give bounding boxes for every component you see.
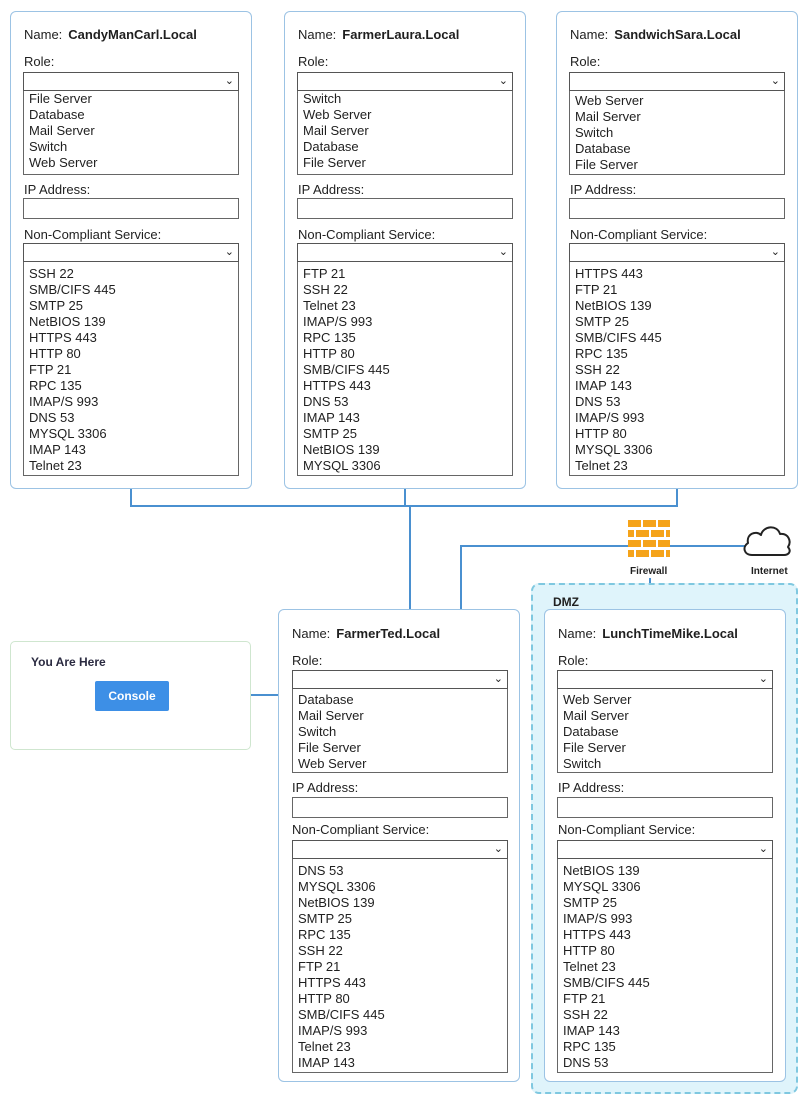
ip-address-input[interactable] (23, 198, 239, 219)
ip-address-input[interactable] (297, 198, 513, 219)
service-option[interactable]: SMTP 25 (575, 314, 629, 329)
service-option[interactable]: IMAP/S 993 (303, 314, 373, 329)
service-option[interactable]: SMTP 25 (303, 426, 357, 441)
role-options-list[interactable] (297, 91, 513, 175)
chevron-down-icon: ⌄ (493, 843, 503, 855)
role-option[interactable]: Web Server (29, 155, 98, 170)
service-option[interactable]: NetBIOS 139 (303, 442, 380, 457)
service-option[interactable]: SMTP 25 (298, 911, 352, 926)
service-option[interactable]: HTTP 80 (303, 346, 355, 361)
service-option[interactable]: IMAP 143 (29, 442, 86, 457)
role-option[interactable]: Mail Server (29, 123, 95, 138)
service-option[interactable]: Telnet 23 (563, 959, 616, 974)
service-option[interactable]: HTTP 80 (575, 426, 627, 441)
server-name-row (298, 27, 459, 42)
service-option[interactable]: HTTPS 443 (298, 975, 366, 990)
internet-label: Internet (751, 566, 788, 577)
role-option[interactable]: File Server (575, 157, 638, 172)
name-label: Name: (558, 626, 597, 641)
service-option[interactable]: SMTP 25 (563, 895, 617, 910)
wire-console (251, 694, 279, 696)
ncs-options-list[interactable] (292, 859, 508, 1073)
role-options-list[interactable] (557, 689, 773, 773)
role-select[interactable] (569, 72, 785, 91)
role-select[interactable] (297, 72, 513, 91)
dmz-label: DMZ (553, 595, 579, 609)
service-option[interactable]: DNS 53 (298, 863, 344, 878)
role-label: Role: (298, 54, 329, 69)
service-option[interactable]: SMB/CIFS 445 (29, 282, 116, 297)
role-option[interactable]: Web Server (303, 107, 372, 122)
service-option[interactable]: SSH 22 (563, 1007, 608, 1022)
service-option[interactable]: Telnet 23 (303, 298, 356, 313)
ip-address-input[interactable] (569, 198, 785, 219)
service-option[interactable]: RPC 135 (563, 1039, 616, 1054)
wire-trunk (409, 505, 411, 609)
cloud-icon (740, 521, 794, 559)
server-name-row (24, 27, 197, 42)
ip-address-input[interactable] (557, 797, 773, 818)
service-option[interactable]: SSH 22 (575, 362, 620, 377)
role-option[interactable]: Database (303, 139, 359, 154)
ip-label: IP Address: (570, 182, 637, 197)
name-label: Name: (570, 27, 609, 42)
wire-carl-drop (130, 488, 132, 506)
ncs-label: Non-Compliant Service: (570, 227, 708, 242)
you-are-here-title: You Are Here (31, 655, 106, 669)
ip-label: IP Address: (24, 182, 91, 197)
ncs-options-list[interactable] (557, 859, 773, 1073)
service-option[interactable]: FTP 21 (563, 991, 606, 1006)
service-option[interactable]: IMAP 143 (303, 410, 360, 425)
chevron-down-icon: ⌄ (758, 673, 768, 685)
ncs-select[interactable] (569, 243, 785, 262)
service-option[interactable]: Telnet 23 (29, 458, 82, 473)
role-label: Role: (292, 653, 323, 668)
role-label: Role: (570, 54, 601, 69)
ncs-options-list[interactable] (23, 262, 239, 476)
service-option[interactable]: HTTP 80 (298, 991, 350, 1006)
role-options-list[interactable] (292, 689, 508, 773)
ip-label: IP Address: (292, 780, 359, 795)
role-option[interactable]: Database (29, 107, 85, 122)
console-button[interactable]: Console (95, 681, 169, 711)
service-option[interactable]: RPC 135 (303, 330, 356, 345)
service-option[interactable]: Telnet 23 (298, 1039, 351, 1054)
service-option[interactable]: SSH 22 (29, 266, 74, 281)
service-option[interactable]: MYSQL 3306 (298, 879, 376, 894)
server-name-row (292, 626, 440, 641)
service-option[interactable]: SSH 22 (303, 282, 348, 297)
role-option[interactable]: File Server (563, 740, 626, 755)
server-name: SandwichSara.Local (614, 27, 741, 42)
wire-firewall-left (460, 545, 630, 547)
service-option[interactable]: RPC 135 (29, 378, 82, 393)
service-option[interactable]: NetBIOS 139 (29, 314, 106, 329)
role-options-list[interactable] (569, 91, 785, 175)
service-option[interactable]: DNS 53 (303, 394, 349, 409)
service-option[interactable]: RPC 135 (575, 346, 628, 361)
name-label: Name: (298, 27, 337, 42)
service-option[interactable]: RPC 135 (298, 927, 351, 942)
firewall-icon (628, 520, 670, 557)
chevron-down-icon: ⌄ (224, 75, 234, 87)
ncs-select[interactable] (297, 243, 513, 262)
service-option[interactable]: SMB/CIFS 445 (575, 330, 662, 345)
service-option[interactable]: IMAP 143 (563, 1023, 620, 1038)
service-option[interactable]: IMAP/S 993 (575, 410, 645, 425)
service-option[interactable]: HTTP 80 (29, 346, 81, 361)
name-label: Name: (292, 626, 331, 641)
service-option[interactable]: HTTP 80 (563, 943, 615, 958)
wire-laura-drop (404, 488, 406, 506)
service-option[interactable]: SMB/CIFS 445 (563, 975, 650, 990)
ncs-label: Non-Compliant Service: (292, 822, 430, 837)
service-option[interactable]: DNS 53 (563, 1055, 609, 1070)
chevron-down-icon: ⌄ (770, 246, 780, 258)
role-option[interactable]: File Server (298, 740, 361, 755)
role-option[interactable]: Mail Server (563, 708, 629, 723)
service-option[interactable]: HTTPS 443 (29, 330, 97, 345)
role-option[interactable]: File Server (303, 155, 366, 170)
role-option[interactable]: Switch (298, 724, 337, 739)
service-option[interactable]: IMAP/S 993 (563, 911, 633, 926)
service-option[interactable]: IMAP/S 993 (29, 394, 99, 409)
service-option[interactable]: MYSQL 3306 (563, 879, 641, 894)
server-name-row (558, 626, 738, 641)
wire-sara-drop (676, 488, 678, 506)
chevron-down-icon: ⌄ (498, 246, 508, 258)
role-label: Role: (24, 54, 55, 69)
ncs-select[interactable] (292, 840, 508, 859)
service-option[interactable]: MYSQL 3306 (575, 442, 653, 457)
role-option[interactable]: Web Server (298, 756, 367, 771)
service-option[interactable]: SMB/CIFS 445 (298, 1007, 385, 1022)
chevron-down-icon: ⌄ (770, 75, 780, 87)
service-option[interactable]: FTP 21 (303, 266, 346, 281)
wire-firewall-internet (669, 545, 745, 547)
name-label: Name: (24, 27, 63, 42)
ncs-select[interactable] (23, 243, 239, 262)
role-option[interactable]: File Server (29, 91, 92, 106)
ip-label: IP Address: (298, 182, 365, 197)
firewall-label: Firewall (630, 566, 668, 577)
server-name: LunchTimeMike.Local (602, 626, 738, 641)
service-option[interactable]: MYSQL 3306 (303, 458, 381, 473)
service-option[interactable]: SMTP 25 (29, 298, 83, 313)
service-option[interactable]: HTTPS 443 (563, 927, 631, 942)
chevron-down-icon: ⌄ (758, 843, 768, 855)
service-option[interactable]: HTTPS 443 (575, 266, 643, 281)
ncs-label: Non-Compliant Service: (298, 227, 436, 242)
wire-top-bus (130, 505, 678, 507)
service-option[interactable]: FTP 21 (575, 282, 618, 297)
server-name-row (570, 27, 741, 42)
service-option[interactable]: NetBIOS 139 (563, 863, 640, 878)
service-option[interactable]: DNS 53 (575, 394, 621, 409)
service-option[interactable]: NetBIOS 139 (298, 895, 375, 910)
ip-label: IP Address: (558, 780, 625, 795)
chevron-down-icon: ⌄ (498, 75, 508, 87)
role-option[interactable]: Switch (303, 91, 342, 106)
role-option[interactable]: Switch (563, 756, 602, 771)
role-select[interactable] (292, 670, 508, 689)
role-select[interactable] (557, 670, 773, 689)
wire-ted-uplink (460, 545, 462, 609)
service-option[interactable]: HTTPS 443 (303, 378, 371, 393)
ncs-label: Non-Compliant Service: (558, 822, 696, 837)
ncs-options-list[interactable] (569, 262, 785, 476)
ncs-options-list[interactable] (297, 262, 513, 476)
server-name: CandyManCarl.Local (68, 27, 197, 42)
role-option[interactable]: Switch (29, 139, 68, 154)
role-option[interactable]: Mail Server (298, 708, 364, 723)
role-options-list[interactable] (23, 91, 239, 175)
role-option[interactable]: Mail Server (575, 109, 641, 124)
service-option[interactable]: NetBIOS 139 (575, 298, 652, 313)
role-option[interactable]: Database (575, 141, 631, 156)
ncs-label: Non-Compliant Service: (24, 227, 162, 242)
role-option[interactable]: Mail Server (303, 123, 369, 138)
role-option[interactable]: Web Server (575, 93, 644, 108)
ncs-select[interactable] (557, 840, 773, 859)
service-option[interactable]: MYSQL 3306 (29, 426, 107, 441)
role-option[interactable]: Web Server (563, 692, 632, 707)
service-option[interactable]: FTP 21 (29, 362, 72, 377)
chevron-down-icon: ⌄ (493, 673, 503, 685)
service-option[interactable]: IMAP/S 993 (298, 1023, 368, 1038)
service-option[interactable]: Telnet 23 (575, 458, 628, 473)
service-option[interactable]: FTP 21 (298, 959, 341, 974)
service-option[interactable]: DNS 53 (29, 410, 75, 425)
server-name: FarmerLaura.Local (342, 27, 460, 42)
role-label: Role: (558, 653, 589, 668)
chevron-down-icon: ⌄ (224, 246, 234, 258)
role-select[interactable] (23, 72, 239, 91)
service-option[interactable]: IMAP 143 (575, 378, 632, 393)
service-option[interactable]: SMB/CIFS 445 (303, 362, 390, 377)
role-option[interactable]: Switch (575, 125, 614, 140)
ip-address-input[interactable] (292, 797, 508, 818)
role-option[interactable]: Database (563, 724, 619, 739)
service-option[interactable]: SSH 22 (298, 943, 343, 958)
service-option[interactable]: IMAP 143 (298, 1055, 355, 1070)
server-name: FarmerTed.Local (336, 626, 441, 641)
role-option[interactable]: Database (298, 692, 354, 707)
